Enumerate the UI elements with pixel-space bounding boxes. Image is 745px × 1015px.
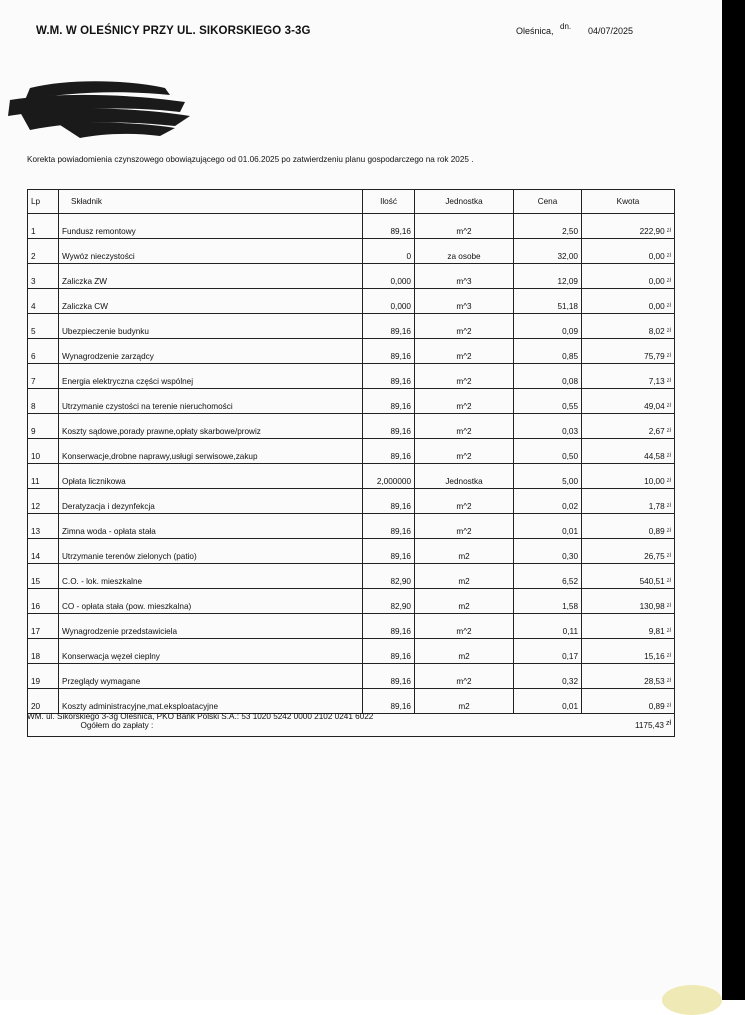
table-row: [28, 439, 675, 464]
row-name: Utrzymanie terenów zielonych (patio): [59, 539, 363, 564]
row-amount: 8,02: [648, 327, 665, 336]
row-price: 0,32: [514, 664, 582, 689]
row-amount-cell: [582, 664, 675, 689]
row-qty: 2,000000: [363, 464, 415, 489]
row-amount: 44,58: [644, 452, 665, 461]
row-price: 6,52: [514, 564, 582, 589]
row-unit: m^2: [415, 214, 514, 239]
row-lp: 18: [28, 639, 59, 664]
row-price: 0,30: [514, 539, 582, 564]
row-currency: zł: [666, 503, 671, 509]
row-unit: m^2: [415, 364, 514, 389]
row-amount: 26,75: [644, 552, 665, 561]
row-currency: zł: [666, 228, 671, 234]
row-unit: m2: [415, 639, 514, 664]
row-amount: 7,13: [648, 377, 665, 386]
row-price: 1,58: [514, 589, 582, 614]
row-currency: zł: [666, 328, 671, 334]
row-amount: 0,00: [648, 302, 665, 311]
row-qty: 89,16: [363, 364, 415, 389]
row-lp: 7: [28, 364, 59, 389]
row-unit: m^2: [415, 514, 514, 539]
row-amount: 9,81: [648, 627, 665, 636]
table-row: [28, 339, 675, 364]
row-qty: 82,90: [363, 564, 415, 589]
header-unit: Jednostka: [415, 190, 514, 214]
row-currency: zł: [666, 478, 671, 484]
row-currency: zł: [666, 603, 671, 609]
header-lp: Lp: [28, 190, 59, 214]
table-row: [28, 589, 675, 614]
row-unit: m2: [415, 564, 514, 589]
row-amount: 1,78: [648, 502, 665, 511]
row-lp: 17: [28, 614, 59, 639]
row-amount: 222,90: [639, 227, 665, 236]
row-unit: Jednostka: [415, 464, 514, 489]
row-amount: 2,67: [648, 427, 665, 436]
total-amount: 1175,43: [634, 721, 664, 730]
intro-text: Korekta powiadomienia czynszowego obowiązującego od 01.06.2025 po zatwierdzeniu planu gospodarczego na rok 2025 .: [27, 155, 474, 164]
table-row: [28, 464, 675, 489]
row-name: Energia elektryczna części wspólnej: [59, 364, 363, 389]
row-amount-cell: [582, 339, 675, 364]
row-price: 12,09: [514, 264, 582, 289]
row-amount-cell: [582, 614, 675, 639]
row-lp: 11: [28, 464, 59, 489]
row-unit: za osobe: [415, 239, 514, 264]
row-currency: zł: [666, 253, 671, 259]
row-amount: 28,53: [644, 677, 665, 686]
document-date: 04/07/2025: [588, 26, 634, 36]
row-amount-cell: [582, 564, 675, 589]
row-amount: 75,79: [644, 352, 665, 361]
row-unit: m^2: [415, 389, 514, 414]
row-amount: 0,00: [648, 277, 665, 286]
row-amount: 0,00: [648, 252, 665, 261]
row-lp: 4: [28, 289, 59, 314]
row-currency: zł: [666, 553, 671, 559]
row-amount: 10,00: [644, 477, 665, 486]
row-amount: 0,89: [648, 527, 665, 536]
redaction-scribble: [0, 70, 200, 145]
document-place: Oleśnica,: [516, 26, 554, 36]
row-lp: 9: [28, 414, 59, 439]
row-amount-cell: [582, 589, 675, 614]
row-lp: 16: [28, 589, 59, 614]
row-lp: 20: [28, 689, 59, 714]
row-currency: zł: [666, 628, 671, 634]
row-currency: zł: [666, 353, 671, 359]
row-amount-cell: [582, 514, 675, 539]
row-price: 0,11: [514, 614, 582, 639]
row-qty: 89,16: [363, 389, 415, 414]
row-amount: 0,89: [648, 702, 665, 711]
row-amount-cell: [582, 539, 675, 564]
row-qty: 89,16: [363, 664, 415, 689]
row-amount: 130,98: [639, 602, 665, 611]
table-row: [28, 514, 675, 539]
row-name: Fundusz remontowy: [59, 214, 363, 239]
total-amount-cell: [582, 714, 675, 737]
row-lp: 10: [28, 439, 59, 464]
row-currency: zł: [666, 278, 671, 284]
row-lp: 1: [28, 214, 59, 239]
table-row: [28, 414, 675, 439]
row-amount-cell: [582, 364, 675, 389]
row-qty: 0,000: [363, 264, 415, 289]
row-price: 32,00: [514, 239, 582, 264]
row-unit: m^3: [415, 264, 514, 289]
document-dn: dn.: [560, 22, 572, 31]
row-currency: zł: [666, 303, 671, 309]
row-qty: 0,000: [363, 289, 415, 314]
row-name: Przeglądy wymagane: [59, 664, 363, 689]
row-qty: 82,90: [363, 589, 415, 614]
row-amount-cell: [582, 289, 675, 314]
row-lp: 3: [28, 264, 59, 289]
bank-footer: WM. ul. Sikorskiego 3-3g Oleśnica, PKO Bank Polski S.A.: 53 1020 5242 0000 2102 0241 6022: [27, 712, 374, 721]
row-name: Zimna woda - opłata stała: [59, 514, 363, 539]
side-black-bar: [722, 0, 745, 1000]
row-lp: 2: [28, 239, 59, 264]
row-amount-cell: [582, 389, 675, 414]
row-currency: zł: [666, 403, 671, 409]
row-amount-cell: [582, 264, 675, 289]
row-qty: 0: [363, 239, 415, 264]
row-qty: 89,16: [363, 314, 415, 339]
row-currency: zł: [666, 678, 671, 684]
table-row: [28, 614, 675, 639]
row-price: 0,09: [514, 314, 582, 339]
row-unit: m2: [415, 689, 514, 714]
row-name: CO - opłata stała (pow. mieszkalna): [59, 589, 363, 614]
row-price: 51,18: [514, 289, 582, 314]
row-currency: zł: [666, 453, 671, 459]
header-qty: Ilość: [363, 190, 415, 214]
row-unit: m^3: [415, 289, 514, 314]
total-label: Ogółem do zapłaty :: [59, 714, 363, 737]
row-currency: zł: [666, 703, 671, 709]
row-lp: 13: [28, 514, 59, 539]
total-currency: zł: [665, 720, 671, 727]
row-amount-cell: [582, 464, 675, 489]
row-unit: m2: [415, 589, 514, 614]
row-currency: zł: [666, 578, 671, 584]
row-name: Koszty administracyjne,mat.eksploatacyjne: [59, 689, 363, 714]
row-price: 0,08: [514, 364, 582, 389]
row-name: C.O. - lok. mieszkalne: [59, 564, 363, 589]
table-row: [28, 289, 675, 314]
row-name: Utrzymanie czystości na terenie nieruchomości: [59, 389, 363, 414]
row-amount: 49,04: [644, 402, 665, 411]
corner-smudge: [662, 985, 722, 1015]
row-price: 2,50: [514, 214, 582, 239]
row-price: 0,03: [514, 414, 582, 439]
table-row: [28, 489, 675, 514]
row-lp: 8: [28, 389, 59, 414]
document-title: W.M. W OLEŚNICY PRZY UL. SIKORSKIEGO 3-3G: [36, 25, 311, 37]
row-amount: 540,51: [639, 577, 665, 586]
row-currency: zł: [666, 528, 671, 534]
row-name: Konserwacje,drobne naprawy,usługi serwisowe,zakup: [59, 439, 363, 464]
row-unit: m^2: [415, 414, 514, 439]
row-amount: 15,16: [644, 652, 665, 661]
table-row: [28, 664, 675, 689]
row-currency: zł: [666, 428, 671, 434]
row-amount-cell: [582, 239, 675, 264]
row-name: Ubezpieczenie budynku: [59, 314, 363, 339]
row-name: Deratyzacja i dezynfekcja: [59, 489, 363, 514]
charges-table: [27, 189, 675, 737]
table-row: [28, 239, 675, 264]
row-amount-cell: [582, 639, 675, 664]
header-name: Składnik: [59, 190, 363, 214]
row-amount-cell: [582, 214, 675, 239]
row-name: Zaliczka CW: [59, 289, 363, 314]
row-lp: 12: [28, 489, 59, 514]
row-price: 0,17: [514, 639, 582, 664]
row-unit: m^2: [415, 664, 514, 689]
row-unit: m2: [415, 539, 514, 564]
header-amount: Kwota: [582, 190, 675, 214]
header-price: Cena: [514, 190, 582, 214]
row-price: 0,55: [514, 389, 582, 414]
row-lp: 5: [28, 314, 59, 339]
row-amount-cell: [582, 439, 675, 464]
row-lp: 19: [28, 664, 59, 689]
row-qty: 89,16: [363, 339, 415, 364]
row-qty: 89,16: [363, 414, 415, 439]
row-unit: m^2: [415, 614, 514, 639]
row-name: Wynagrodzenie zarządcy: [59, 339, 363, 364]
table-row: [28, 314, 675, 339]
table-row: [28, 214, 675, 239]
table-row: [28, 364, 675, 389]
row-price: 0,02: [514, 489, 582, 514]
row-amount-cell: [582, 314, 675, 339]
row-qty: 89,16: [363, 214, 415, 239]
row-price: 5,00: [514, 464, 582, 489]
row-name: Koszty sądowe,porady prawne,opłaty skarbowe/prowiz: [59, 414, 363, 439]
row-unit: m^2: [415, 439, 514, 464]
row-price: 0,50: [514, 439, 582, 464]
row-unit: m^2: [415, 489, 514, 514]
table-row: [28, 639, 675, 664]
row-amount-cell: [582, 489, 675, 514]
row-qty: 89,16: [363, 539, 415, 564]
row-lp: 6: [28, 339, 59, 364]
row-qty: 89,16: [363, 489, 415, 514]
row-qty: 89,16: [363, 439, 415, 464]
row-qty: 89,16: [363, 614, 415, 639]
table-row: [28, 689, 675, 714]
table-row: [28, 564, 675, 589]
row-name: Opłata licznikowa: [59, 464, 363, 489]
row-price: 0,85: [514, 339, 582, 364]
row-lp: 15: [28, 564, 59, 589]
row-amount-cell: [582, 414, 675, 439]
table-row: [28, 389, 675, 414]
table-row: [28, 539, 675, 564]
row-name: Konserwacja węzeł cieplny: [59, 639, 363, 664]
row-name: Wywóz nieczystości: [59, 239, 363, 264]
row-lp: 14: [28, 539, 59, 564]
row-name: Wynagrodzenie przedstawiciela: [59, 614, 363, 639]
row-price: 0,01: [514, 514, 582, 539]
row-amount-cell: [582, 689, 675, 714]
row-qty: 89,16: [363, 514, 415, 539]
row-qty: 89,16: [363, 639, 415, 664]
row-unit: m^2: [415, 314, 514, 339]
table-header-row: [28, 190, 675, 214]
row-currency: zł: [666, 653, 671, 659]
row-unit: m^2: [415, 339, 514, 364]
row-qty: 89,16: [363, 689, 415, 714]
row-name: Zaliczka ZW: [59, 264, 363, 289]
row-price: 0,01: [514, 689, 582, 714]
table-row: [28, 264, 675, 289]
row-currency: zł: [666, 378, 671, 384]
